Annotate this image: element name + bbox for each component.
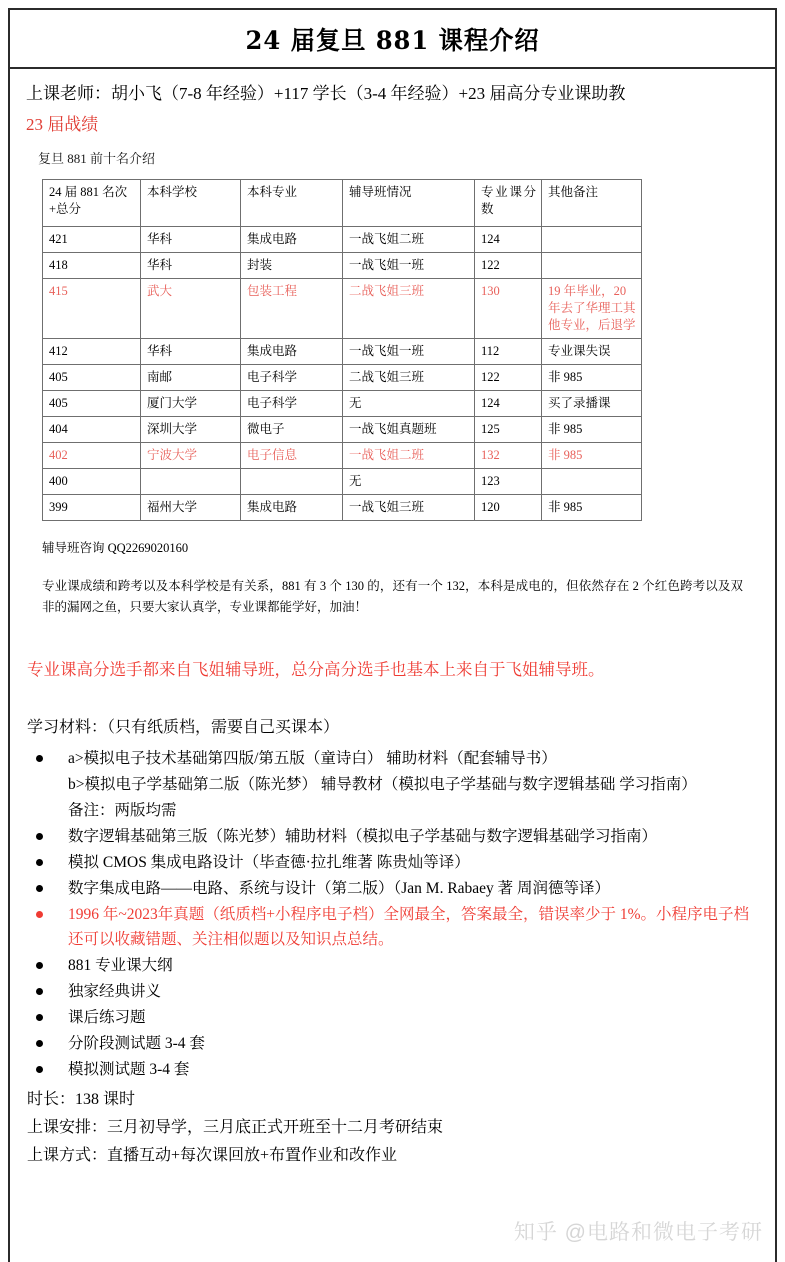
table-row: [43, 495, 642, 521]
cell-school: 厦门大学: [141, 391, 241, 417]
table-header-row: [43, 180, 642, 227]
cell-rank: 412: [43, 339, 141, 365]
document-frame: [8, 8, 777, 1262]
rank-table: [42, 179, 642, 521]
list-item-label: a>模拟电子技术基础第四版/第五版（童诗白） 辅助材料（配套辅导书）: [68, 750, 557, 767]
cell-notes: 专业课失误: [542, 339, 642, 365]
bullet-icon: [36, 1066, 43, 1073]
cell-notes: [542, 469, 642, 495]
table-row: [43, 391, 642, 417]
list-item: [24, 1031, 761, 1056]
list-item: [24, 746, 761, 771]
cell-score: 112: [475, 339, 542, 365]
cell-rank: 399: [43, 495, 141, 521]
column-header-rank: 24 届 881 名次+总分: [43, 180, 141, 227]
cell-notes: 非 985: [542, 365, 642, 391]
list-item-label: 数字集成电路——电路、系统与设计（第二版）（Jan M. Rabaey 著 周润德等译）: [68, 880, 611, 897]
analysis-paragraph: 专业课成绩和跨考以及本科学校是有关系，881 有 3 个 130 的，还有一个 132，本科是成电的，但依然存在 2 个红色跨考以及双非的漏网之鱼，只要大家认真学，专业课都能学好，加油！: [42, 579, 743, 614]
cell-major: 集成电路: [241, 339, 343, 365]
record-heading: 23 届战绩: [26, 115, 99, 134]
table-row: [43, 417, 642, 443]
cell-notes: [542, 227, 642, 253]
table-row-highlighted: [43, 443, 642, 469]
cell-major: 封装: [241, 253, 343, 279]
cell-major: 电子科学: [241, 391, 343, 417]
list-item-label: b>模拟电子学基础第二版（陈光梦） 辅导教材（模拟电子学基础与数字逻辑基础 学习指南）: [68, 776, 697, 793]
course-duration: 时长：138 课时: [27, 1091, 136, 1108]
cell-class: 二战飞姐三班: [343, 365, 475, 391]
cell-school: 华科: [141, 253, 241, 279]
list-item: [24, 824, 761, 849]
cell-school: [141, 469, 241, 495]
bullet-icon: [36, 1040, 43, 1047]
cell-rank: 415: [43, 279, 141, 339]
cell-rank: 418: [43, 253, 141, 279]
cell-school: 南邮: [141, 365, 241, 391]
bullet-icon: [36, 988, 43, 995]
table-row: [43, 253, 642, 279]
cell-class: 一战飞姐一班: [343, 253, 475, 279]
list-item-label: 数字逻辑基础第三版（陈光梦）辅助材料（模拟电子学基础与数字逻辑基础学习指南）: [68, 828, 658, 845]
list-item: [24, 772, 761, 797]
cell-class: 一战飞姐一班: [343, 339, 475, 365]
list-item: [24, 1057, 761, 1082]
course-format: 上课方式：直播互动+每次课回放+布置作业和改作业: [27, 1147, 398, 1164]
cell-score: 124: [475, 391, 542, 417]
cell-major: 集成电路: [241, 495, 343, 521]
list-item-label: 分阶段测试题 3-4 套: [68, 1035, 205, 1052]
cell-notes: [542, 253, 642, 279]
list-item: [24, 953, 761, 978]
list-item-label: 1996 年~2023年真题（纸质档+小程序电子档）全网最全，答案最全，错误率少于 1%。小程序电子档还可以收藏错题、关注相似题以及知识点总结。: [68, 906, 750, 948]
cell-score: 122: [475, 365, 542, 391]
table-caption: 复旦 881 前十名介绍: [38, 151, 156, 166]
list-item-label: 881 专业课大纲: [68, 957, 173, 974]
list-item-label: 独家经典讲义: [68, 983, 162, 1000]
course-info-block: [27, 1086, 761, 1170]
watermark: 知乎 @电路和微电子考研: [513, 1221, 763, 1244]
cell-notes: 买了录播课: [542, 391, 642, 417]
cell-rank: 405: [43, 365, 141, 391]
cell-score: 125: [475, 417, 542, 443]
cell-class: 二战飞姐三班: [343, 279, 475, 339]
cell-score: 122: [475, 253, 542, 279]
bullet-icon: [36, 885, 43, 892]
qq-contact-line: 辅导班咨询 QQ2269020160: [42, 541, 189, 555]
cell-class: 一战飞姐二班: [343, 443, 475, 469]
cell-notes: 非 985: [542, 443, 642, 469]
cell-school: 华科: [141, 227, 241, 253]
list-item: [24, 850, 761, 875]
rank-table-body: [43, 180, 642, 521]
cell-rank: 400: [43, 469, 141, 495]
cell-school: 深圳大学: [141, 417, 241, 443]
list-item-label: 课后练习题: [68, 1009, 146, 1026]
cell-class: 无: [343, 469, 475, 495]
cell-major: 包装工程: [241, 279, 343, 339]
cell-major: 电子科学: [241, 365, 343, 391]
cell-score: 120: [475, 495, 542, 521]
list-item-label: 备注：两版均需: [68, 802, 177, 819]
column-header-score: 专业课分数: [475, 180, 542, 227]
cell-score: 124: [475, 227, 542, 253]
cell-major: 微电子: [241, 417, 343, 443]
cell-notes: 19 年毕业，20 年去了华理工其他专业，后退学: [542, 279, 642, 339]
page-title: 24 届复旦 881 课程介绍: [245, 26, 540, 55]
list-item: [24, 979, 761, 1004]
cell-class: 一战飞姐真题班: [343, 417, 475, 443]
cell-class: 一战飞姐二班: [343, 227, 475, 253]
materials-heading: 学习材料：（只有纸质档，需要自己买课本）: [27, 719, 340, 736]
table-row: [43, 227, 642, 253]
document-body: [10, 69, 775, 1170]
table-row: [43, 469, 642, 495]
cell-score: 130: [475, 279, 542, 339]
cell-rank: 402: [43, 443, 141, 469]
cell-major: 集成电路: [241, 227, 343, 253]
table-row-highlighted: [43, 279, 642, 339]
cell-school: 武大: [141, 279, 241, 339]
column-header-school: 本科学校: [141, 180, 241, 227]
column-header-major: 本科专业: [241, 180, 343, 227]
table-row: [43, 365, 642, 391]
cell-school: 福州大学: [141, 495, 241, 521]
document-title-bar: [10, 10, 775, 69]
bullet-icon: [36, 1014, 43, 1021]
course-schedule: 上课安排：三月初导学，三月底正式开班至十二月考研结束: [27, 1119, 444, 1136]
table-row: [43, 339, 642, 365]
cell-rank: 404: [43, 417, 141, 443]
cell-notes: 非 985: [542, 417, 642, 443]
cell-school: 宁波大学: [141, 443, 241, 469]
list-item: [24, 876, 761, 901]
list-item: [24, 798, 761, 823]
bullet-icon: [36, 833, 43, 840]
cell-notes: 非 985: [542, 495, 642, 521]
bullet-icon: [36, 911, 43, 918]
bullet-icon: [36, 962, 43, 969]
materials-list: [24, 746, 761, 1082]
bullet-icon: [36, 859, 43, 866]
cell-class: 一战飞姐三班: [343, 495, 475, 521]
red-banner-text: 专业课高分选手都来自飞姐辅导班，总分高分选手也基本上来自于飞姐辅导班。: [27, 660, 605, 679]
column-header-notes: 其他备注: [542, 180, 642, 227]
list-item: [24, 1005, 761, 1030]
cell-score: 123: [475, 469, 542, 495]
cell-major: 电子信息: [241, 443, 343, 469]
column-header-class: 辅导班情况: [343, 180, 475, 227]
list-item-highlighted: [24, 902, 761, 952]
cell-school: 华科: [141, 339, 241, 365]
bullet-icon: [36, 755, 43, 762]
cell-score: 132: [475, 443, 542, 469]
list-item-label: 模拟 CMOS 集成电路设计（毕查德·拉扎维著 陈贵灿等译）: [68, 854, 470, 871]
teacher-line: 上课老师：胡小飞（7-8 年经验）+117 学长（3-4 年经验）+23 届高分专业课助教: [26, 84, 626, 103]
cell-class: 无: [343, 391, 475, 417]
cell-major: [241, 469, 343, 495]
cell-rank: 421: [43, 227, 141, 253]
list-item-label: 模拟测试题 3-4 套: [68, 1061, 190, 1078]
cell-rank: 405: [43, 391, 141, 417]
